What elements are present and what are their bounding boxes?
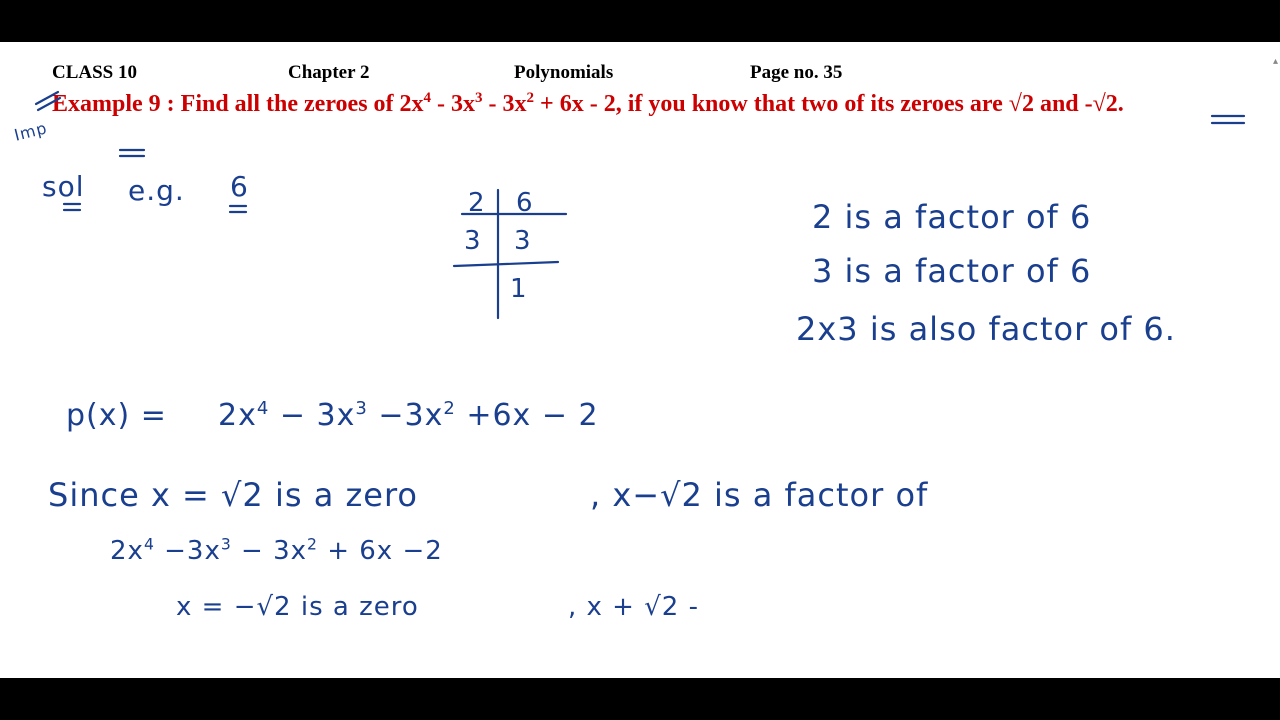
px-expression: $2x^4 - 3x^3 -3x^2 +6x - 2$ <box>218 398 599 433</box>
eg-number: 6 <box>230 170 249 203</box>
second-zero-statement: x = −√2 is a zero <box>176 592 419 622</box>
scroll-caret-icon: ▴ <box>1272 56 1278 67</box>
topic-label: Polynomials <box>514 62 614 83</box>
solution-label: sol <box>42 170 85 203</box>
factor-table-cell: 3 <box>464 226 482 256</box>
eg-label: e.g. <box>128 174 185 207</box>
example-statement: Example 9 : Find all the zeroes of $2x^4 - 3x^3 - 3x^2 + 6x - 2$, if you know that two of its zeroes are √2 and -√2. <box>52 90 1124 117</box>
class-label: CLASS 10 <box>52 62 137 83</box>
factor-note-2: 3 is a factor of 6 <box>812 252 1092 290</box>
factor-table-cell: 2 <box>468 188 486 218</box>
imp-note: Imp <box>12 118 50 145</box>
factor-table-cell: 6 <box>516 188 534 218</box>
page-number-label: Page no. 35 <box>750 62 843 83</box>
second-factor-statement: , x + √2 - <box>568 592 699 622</box>
chapter-label: Chapter 2 <box>288 62 370 83</box>
factor-note-1: 2 is a factor of 6 <box>812 198 1092 236</box>
factor-statement: , x−√2 is a factor of <box>590 476 929 514</box>
since-statement: Since x = √2 is a zero <box>48 476 418 514</box>
handwritten-marks <box>0 42 1280 678</box>
polynomial-line: $2x^4 -3x^3 - 3x^2 + 6x -2$ <box>110 535 443 566</box>
factor-table-cell: 1 <box>510 274 528 304</box>
factor-table-cell: 3 <box>514 226 532 256</box>
px-definition: p(x) = <box>66 398 167 433</box>
document-page <box>0 42 1280 678</box>
factor-note-3: 2x3 is also factor of 6. <box>796 310 1176 348</box>
